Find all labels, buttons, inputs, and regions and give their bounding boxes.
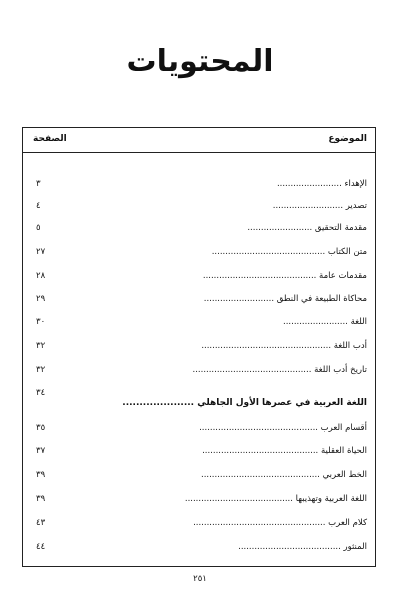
toc-page-number: ٢٩ <box>36 294 46 304</box>
page-number-footer: ٢٥١ <box>193 574 207 584</box>
toc-topic: اللغة العربية في عصرها الأول الجاهلي ..................... <box>122 398 367 408</box>
toc-topic: متن الكتاب .......................................... <box>211 247 367 257</box>
toc-topic: كلام العرب ................................................. <box>193 518 367 528</box>
toc-row <box>23 245 375 261</box>
toc-page-number: ٣٩ <box>36 470 46 480</box>
toc-row <box>23 388 375 412</box>
toc-row <box>23 468 375 484</box>
toc-page-number: ٤٤ <box>36 542 46 552</box>
toc-row <box>23 421 375 437</box>
toc-topic: مقدمة التحقيق ........................ <box>247 223 367 233</box>
toc-topic: الحياة العقلية ........................................... <box>202 446 367 456</box>
toc-page-number: ٤ <box>36 201 41 211</box>
toc-row <box>23 516 375 532</box>
toc-page-number: ٢٨ <box>36 271 46 281</box>
toc-topic: تاريخ أدب اللغة ............................................ <box>192 365 367 375</box>
page-title: المحتويات <box>126 44 274 79</box>
toc-row <box>23 540 375 556</box>
toc-topic: الإهداء ........................ <box>276 179 367 189</box>
table-of-contents <box>22 127 376 567</box>
toc-topic: أقسام العرب ............................................ <box>199 423 367 433</box>
toc-row <box>23 492 375 508</box>
toc-row <box>23 363 375 379</box>
toc-page-number: ٥ <box>36 223 41 233</box>
toc-row <box>23 269 375 285</box>
toc-topic: تصدير .......................... <box>272 201 367 211</box>
toc-row <box>23 199 375 215</box>
toc-topic: مقدمات عامة .......................................... <box>202 271 367 281</box>
toc-page-number: ٢٧ <box>36 247 46 257</box>
toc-topic: أدب اللغة ................................................ <box>201 341 367 351</box>
toc-topic: اللغة ........................ <box>283 317 367 327</box>
toc-row <box>23 339 375 355</box>
toc-page-number: ٤٣ <box>36 518 46 528</box>
toc-page-number: ٣٠ <box>36 317 46 327</box>
header-topic: الموضوع <box>328 134 367 144</box>
toc-topic: الخط العربي ............................................ <box>201 470 367 480</box>
toc-topic: اللغة العربية وتهذيبها ........................................ <box>184 494 367 504</box>
toc-page-number: ٣٢ <box>36 341 46 351</box>
toc-header-row <box>23 128 375 153</box>
toc-page-number: ٣٥ <box>36 423 46 433</box>
toc-row <box>23 444 375 460</box>
toc-row <box>23 315 375 331</box>
toc-row <box>23 221 375 237</box>
header-page: الصفحة <box>33 134 67 144</box>
toc-row <box>23 177 375 193</box>
toc-page-number: ٣٤ <box>36 388 46 398</box>
toc-row <box>23 292 375 308</box>
toc-page-number: ٣٩ <box>36 494 46 504</box>
toc-topic: المنثور ...................................... <box>238 542 367 552</box>
toc-page-number: ٣٧ <box>36 446 46 456</box>
toc-page-number: ٣٢ <box>36 365 46 375</box>
toc-topic: محاكاة الطبيعة في النطق .......................... <box>203 294 367 304</box>
toc-page-number: ٣ <box>36 179 41 189</box>
